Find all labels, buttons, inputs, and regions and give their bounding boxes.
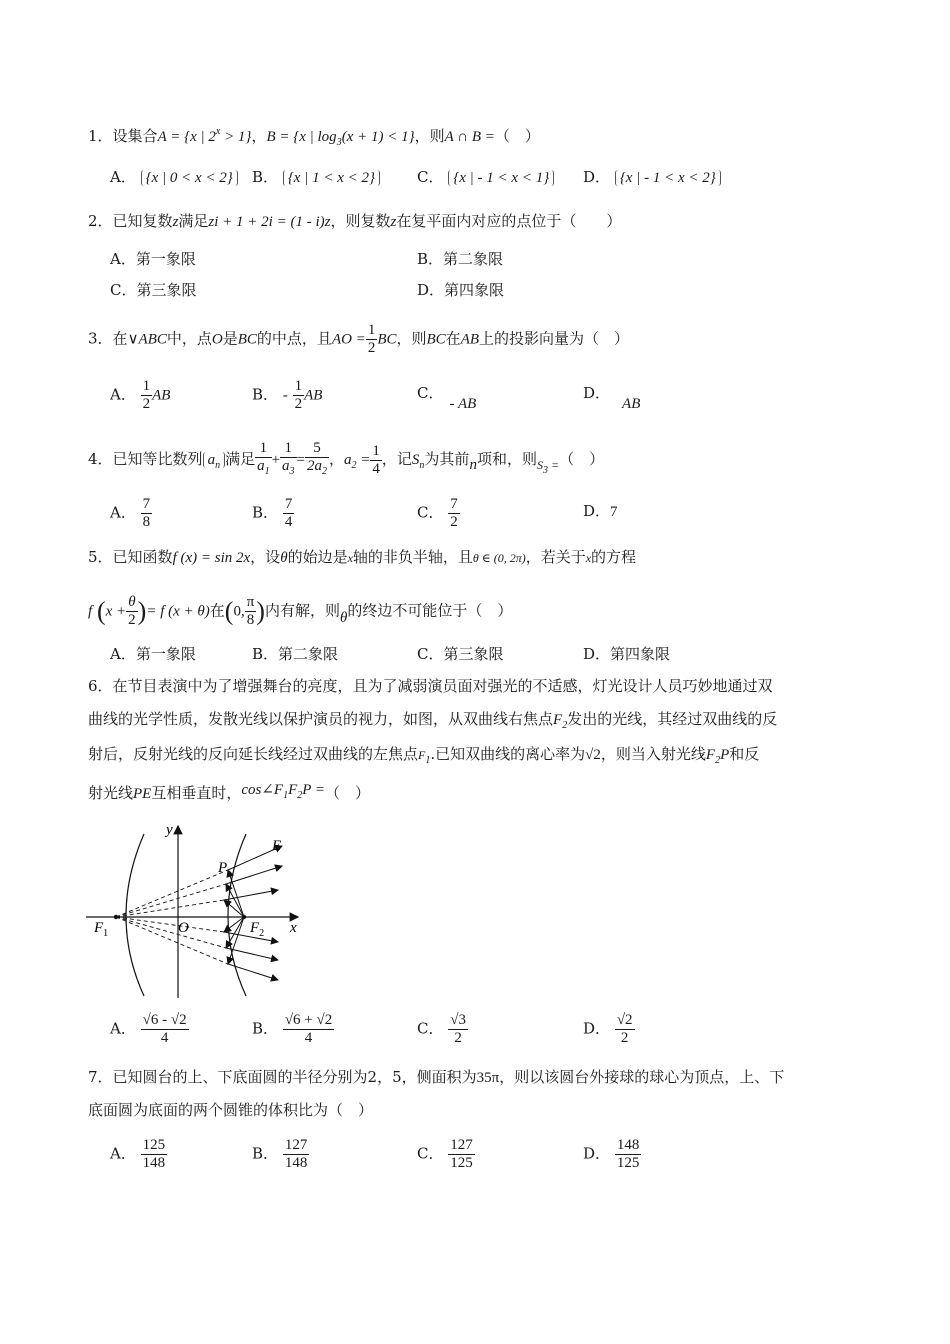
option-label: C． bbox=[417, 384, 444, 402]
label-f2 bbox=[249, 920, 264, 939]
question-number: 5． bbox=[88, 548, 113, 566]
question-number: 6． bbox=[88, 677, 113, 695]
log-base: 3 bbox=[336, 137, 342, 148]
q4-text: 已知等比数列 bbox=[112, 450, 203, 468]
label-f1-letter: F bbox=[94, 920, 104, 936]
sub-1: 1 bbox=[283, 790, 289, 801]
question-1-stem bbox=[88, 121, 540, 154]
option-text: 第一象限 bbox=[135, 645, 196, 663]
cos-p: P = bbox=[302, 782, 326, 798]
option-label: B． bbox=[252, 385, 279, 404]
equation: zi + 1 + 2i = (1 - i)z bbox=[208, 214, 331, 230]
vector-ao: AO = bbox=[331, 331, 366, 348]
option-text: {x | 0 < x < 2} bbox=[141, 170, 238, 186]
option-label: D． bbox=[583, 502, 611, 520]
numerator: √3 bbox=[450, 1012, 466, 1028]
label-o: O bbox=[178, 920, 189, 936]
var-x: x bbox=[585, 551, 592, 565]
denominator bbox=[305, 458, 329, 480]
q1-sep: ， bbox=[251, 127, 267, 145]
option-label: C． bbox=[417, 168, 444, 186]
denominator: 8 bbox=[246, 612, 255, 628]
sn-sub: n bbox=[419, 460, 425, 471]
question-6-line-4 bbox=[88, 782, 370, 811]
q5-text: 轴的非负半轴，且 bbox=[352, 548, 473, 566]
option-text: 7 bbox=[610, 504, 618, 520]
numerator: 127 bbox=[450, 1137, 473, 1153]
s3-sub: 3 bbox=[542, 465, 548, 476]
q6-text: 射光线 bbox=[88, 784, 134, 802]
frac-1-a3 bbox=[280, 440, 297, 480]
q6-option-a[interactable] bbox=[110, 1012, 189, 1047]
reflected-rays bbox=[224, 846, 282, 980]
q5-text: 已知函数 bbox=[112, 548, 173, 566]
answer-blank: （ ） bbox=[325, 784, 371, 802]
question-5-stem bbox=[88, 546, 636, 569]
numerator: 127 bbox=[284, 1137, 308, 1153]
a2-sub: 2 bbox=[351, 460, 357, 471]
q6-text: 发出的光线，其经过双曲线的反 bbox=[567, 710, 778, 728]
option-text: {x | - 1 < x < 2} bbox=[615, 170, 721, 186]
label-f1-sub: 1 bbox=[103, 928, 109, 939]
denominator: 2 bbox=[450, 514, 458, 530]
den-sub: 1 bbox=[264, 466, 270, 477]
option-text: 第二象限 bbox=[443, 250, 504, 268]
den-var: a bbox=[282, 458, 290, 474]
option-label: D． bbox=[583, 168, 611, 186]
option-label: D． bbox=[583, 1144, 611, 1163]
q5-option-d[interactable] bbox=[583, 643, 670, 665]
q4-text: 满足 bbox=[225, 450, 256, 468]
denominator: 8 bbox=[142, 514, 151, 530]
q5-text: ，若关于 bbox=[525, 548, 586, 566]
q1-option-d[interactable] bbox=[583, 166, 721, 189]
denominator: 4 bbox=[160, 1030, 169, 1046]
frac-1-4 bbox=[370, 443, 382, 478]
label-e: E bbox=[272, 838, 282, 854]
rhs: = f (x + θ) bbox=[146, 603, 210, 620]
var-x: x bbox=[347, 551, 353, 565]
q6-option-b[interactable] bbox=[252, 1012, 334, 1047]
q6-option-c[interactable] bbox=[417, 1012, 468, 1047]
numerator: 1 bbox=[280, 440, 297, 458]
answer-blank: （ ） bbox=[494, 127, 540, 145]
q3-text: 的中点，且 bbox=[256, 329, 332, 348]
vector-ab: AB bbox=[304, 387, 323, 404]
denominator: 125 bbox=[616, 1155, 640, 1171]
q5-text: 的终边不可能位于（ ） bbox=[347, 601, 513, 620]
option-label: C． bbox=[417, 1144, 444, 1163]
vector-ab: AB bbox=[460, 331, 480, 348]
q2-text: ，则复数 bbox=[330, 212, 391, 230]
q1-option-b[interactable] bbox=[252, 166, 380, 189]
q5-text: ，设 bbox=[250, 548, 281, 566]
sqrt-2: √2 bbox=[585, 747, 601, 763]
q7-option-b[interactable] bbox=[252, 1137, 309, 1172]
q4-text: ，记 bbox=[381, 450, 412, 468]
option-text: 第三象限 bbox=[443, 645, 504, 663]
cos-f: F bbox=[288, 782, 298, 798]
q6-option-d[interactable] bbox=[583, 1012, 635, 1047]
numerator: 1 bbox=[367, 322, 376, 338]
q3-text: 是 bbox=[222, 329, 238, 348]
question-number: 4． bbox=[88, 450, 113, 468]
f2-sub: 2 bbox=[715, 755, 721, 766]
option-fraction bbox=[448, 496, 460, 531]
focus-f1: F bbox=[418, 748, 426, 762]
question-7-line-1 bbox=[88, 1066, 784, 1089]
denominator: 2 bbox=[294, 396, 303, 412]
cos-angle: cos∠F bbox=[241, 782, 284, 798]
option-fraction bbox=[293, 378, 305, 413]
equals: = bbox=[550, 458, 560, 472]
q7-option-c[interactable] bbox=[417, 1137, 475, 1172]
label-f2-letter: F bbox=[250, 920, 260, 936]
option-label: A． bbox=[110, 645, 136, 663]
denominator: 2 bbox=[142, 396, 151, 412]
vector-bc: BC bbox=[426, 331, 446, 348]
x-plus: x + bbox=[105, 603, 127, 620]
numerator: 5 bbox=[305, 440, 329, 458]
option-fraction bbox=[283, 1137, 310, 1172]
q1-option-a[interactable] bbox=[110, 166, 238, 189]
denominator: 2 bbox=[367, 340, 376, 356]
set-a bbox=[157, 126, 252, 145]
numerator: √6 + √2 bbox=[284, 1012, 333, 1028]
denominator: 2 bbox=[620, 1030, 629, 1046]
numerator: 1 bbox=[372, 442, 380, 459]
q5-text: 的始边是 bbox=[287, 548, 348, 566]
var-z: z bbox=[172, 214, 179, 230]
vector-ab: AB bbox=[152, 387, 171, 404]
answer-blank: （ ） bbox=[559, 450, 605, 468]
theta: θ bbox=[339, 609, 348, 626]
option-fraction bbox=[141, 496, 153, 531]
set-a-tail: > 1} bbox=[220, 129, 252, 145]
q1-text: 设集合 bbox=[112, 127, 158, 145]
denominator: 4 bbox=[304, 1030, 313, 1046]
option-label: D． bbox=[583, 384, 611, 402]
numerator: 7 bbox=[142, 496, 151, 512]
q3-option-b[interactable] bbox=[252, 378, 322, 413]
q5-option-a[interactable] bbox=[110, 643, 196, 665]
denominator: 4 bbox=[372, 460, 380, 477]
minus-sign: - bbox=[282, 387, 288, 404]
q4-option-a[interactable] bbox=[110, 496, 152, 531]
numerator: 7 bbox=[450, 496, 458, 512]
q7-text: 已知圆台的上、下底面圆的半径分别为2，5，侧面积为 bbox=[112, 1068, 477, 1086]
question-6-line-2 bbox=[88, 708, 777, 737]
label-p: P bbox=[218, 860, 228, 876]
set-b bbox=[266, 129, 415, 148]
q6-text: .已知双曲线的离心率为 bbox=[430, 745, 586, 763]
option-text: 第二象限 bbox=[278, 645, 339, 663]
option-fraction bbox=[283, 496, 295, 531]
numerator: π bbox=[246, 594, 255, 610]
q5-text: 的方程 bbox=[591, 548, 637, 566]
q3-text: 中，点 bbox=[166, 329, 212, 348]
q2-text: 满足 bbox=[178, 212, 209, 230]
numerator: 7 bbox=[284, 496, 293, 512]
point-o: O bbox=[211, 331, 223, 348]
sn-var: S bbox=[411, 452, 420, 468]
option-label: A． bbox=[110, 503, 136, 522]
focus-f2: F bbox=[553, 712, 563, 728]
option-label: C． bbox=[417, 1019, 444, 1038]
den-var: a bbox=[257, 458, 265, 474]
a2-var: a bbox=[344, 452, 352, 468]
option-text: 第四象限 bbox=[444, 281, 505, 299]
q5-text: 在 bbox=[209, 601, 225, 620]
denominator bbox=[255, 458, 272, 480]
option-label: D． bbox=[417, 281, 445, 299]
q7-option-d[interactable] bbox=[583, 1137, 641, 1172]
q2-text: 在复平面内对应的点位于（ ） bbox=[396, 212, 622, 230]
option-fraction bbox=[141, 378, 153, 413]
q3-text: 在 bbox=[112, 329, 128, 348]
option-label: B． bbox=[252, 645, 279, 663]
option-text: 第一象限 bbox=[135, 250, 196, 268]
intersection-expr: A ∩ B = bbox=[444, 129, 495, 145]
q2-option-d[interactable] bbox=[417, 279, 504, 301]
q3-option-d[interactable] bbox=[583, 382, 641, 412]
option-fraction bbox=[448, 1012, 468, 1047]
q3-text: 上的投影向量为（ ） bbox=[479, 329, 630, 348]
focus-f1-dot bbox=[114, 915, 118, 919]
q7-text: ，则以该圆台外接球的球心为顶点，上、下 bbox=[499, 1068, 785, 1086]
question-6-line-3 bbox=[88, 743, 759, 772]
q6-text: 射后，反射光线的反向延长线经过双曲线的左焦点 bbox=[88, 745, 419, 763]
option-label: A． bbox=[110, 1144, 136, 1163]
option-fraction bbox=[615, 1137, 642, 1172]
q1-option-c[interactable] bbox=[417, 166, 554, 189]
func-f: f bbox=[88, 603, 93, 620]
option-fraction bbox=[283, 1012, 334, 1047]
option-text: - AB bbox=[449, 396, 477, 412]
denominator: 2 bbox=[454, 1030, 462, 1046]
fraction-half bbox=[366, 322, 378, 357]
q3-option-c[interactable] bbox=[417, 382, 477, 412]
label-x: x bbox=[290, 920, 297, 936]
option-label: B． bbox=[252, 1019, 279, 1038]
q1-text-b: ，则 bbox=[414, 127, 445, 145]
option-label: C． bbox=[417, 503, 444, 522]
den-sub: 2 bbox=[322, 466, 328, 477]
q4-option-b[interactable] bbox=[252, 496, 294, 531]
option-text: 第四象限 bbox=[610, 645, 671, 663]
option-fraction bbox=[141, 1012, 189, 1047]
seq-a: a bbox=[207, 452, 216, 468]
hyperbola-left-branch bbox=[126, 834, 144, 996]
segment-bc: BC bbox=[377, 331, 397, 348]
question-2-stem bbox=[88, 210, 621, 233]
q3-text: ，则 bbox=[396, 329, 427, 348]
q6-text: ，则当入射光线 bbox=[600, 745, 706, 763]
option-text: {x | 1 < x < 2} bbox=[283, 170, 380, 186]
set-b-text: B = {x | log bbox=[266, 129, 337, 145]
denominator bbox=[280, 458, 297, 480]
q4-text: 项和，则 bbox=[476, 450, 537, 468]
q6-text: 和反 bbox=[729, 745, 760, 763]
question-4-stem bbox=[88, 440, 604, 480]
denominator: 148 bbox=[284, 1155, 308, 1171]
s3-var: S bbox=[536, 458, 543, 472]
question-7-line-2 bbox=[88, 1099, 373, 1121]
option-text: AB bbox=[622, 396, 641, 412]
numerator: 125 bbox=[142, 1137, 166, 1153]
ray-pe: PE bbox=[133, 786, 152, 802]
numerator: 1 bbox=[294, 378, 303, 394]
q5-option-c[interactable] bbox=[417, 643, 504, 665]
q6-text: 互相垂直时， bbox=[151, 784, 242, 802]
question-number: 7． bbox=[88, 1068, 113, 1086]
q6-text: 在节目表演中为了增强舞台的亮度，且为了减弱演员面对强光的不适感，灯光设计人员巧妙地通过双 bbox=[112, 677, 773, 695]
q6-text: 曲线的光学性质，发散光线以保护演员的视力，如图，从双曲线右焦点 bbox=[88, 710, 554, 728]
label-f1 bbox=[93, 920, 108, 939]
point-p: P bbox=[720, 747, 730, 763]
q2-option-b[interactable] bbox=[417, 248, 503, 270]
q7-text: 底面圆为底面的两个圆锥的体积比为（ ） bbox=[88, 1101, 374, 1119]
question-5-equation-line: f (x + $\frac{\theta}{2}$ )= f (x + θ)在(0, $\frac{\pi}{8}$ )内有解，则θ的终边不可能位于（ ） bbox=[88, 594, 513, 628]
f2-sub: 2 bbox=[562, 720, 568, 731]
option-text: {x | - 1 < x < 1} bbox=[448, 170, 554, 186]
equals: = bbox=[296, 452, 306, 468]
frac-1-a1 bbox=[255, 440, 272, 480]
q5-text: 内有解，则 bbox=[264, 601, 340, 620]
option-label: A． bbox=[110, 385, 136, 404]
option-label: B． bbox=[252, 168, 279, 186]
label-f2-sub: 2 bbox=[259, 928, 265, 939]
var-z: z bbox=[390, 214, 397, 230]
question-number: 1． bbox=[88, 127, 113, 145]
numerator: √2 bbox=[616, 1012, 633, 1028]
q4-option-d[interactable] bbox=[583, 500, 618, 523]
q2-option-a[interactable] bbox=[110, 248, 196, 270]
q4-text: 为其前 bbox=[424, 450, 470, 468]
equals: = bbox=[360, 452, 371, 468]
denominator: 4 bbox=[284, 514, 293, 530]
q3-text: 在 bbox=[445, 329, 461, 348]
label-y: y bbox=[166, 822, 173, 838]
option-text: 第三象限 bbox=[136, 281, 197, 299]
theta: θ bbox=[280, 550, 288, 566]
denominator: 148 bbox=[142, 1155, 166, 1171]
numerator: √6 - √2 bbox=[142, 1012, 187, 1028]
option-label: C． bbox=[417, 645, 444, 663]
lateral-area: 35π bbox=[476, 1070, 500, 1086]
focus-f2-dot bbox=[242, 915, 246, 919]
numerator: 1 bbox=[255, 440, 272, 458]
option-label: B． bbox=[252, 1144, 279, 1163]
q2-text: 已知复数 bbox=[112, 212, 173, 230]
var-n: n bbox=[469, 457, 477, 473]
numerator: 148 bbox=[616, 1137, 640, 1153]
option-label: B． bbox=[252, 503, 279, 522]
q4-option-c[interactable] bbox=[417, 496, 460, 531]
segment-bc: BC bbox=[237, 331, 257, 348]
den-sub: 3 bbox=[289, 466, 295, 477]
interval-start: 0, bbox=[233, 603, 245, 620]
frac-theta-2 bbox=[126, 594, 138, 629]
set-a-text: A = {x | 2 bbox=[157, 129, 216, 145]
function-f: f (x) = sin 2x bbox=[172, 550, 251, 566]
option-label: A． bbox=[110, 168, 136, 186]
frac-5-2a2 bbox=[305, 440, 329, 480]
option-label: C． bbox=[110, 281, 137, 299]
denominator: 125 bbox=[450, 1155, 473, 1171]
option-fraction bbox=[615, 1012, 635, 1047]
seq-sub: n bbox=[215, 460, 221, 471]
question-6-line-1 bbox=[88, 675, 773, 697]
option-label: A． bbox=[110, 250, 136, 268]
hyperbola-figure bbox=[86, 820, 306, 1000]
q2-option-c[interactable] bbox=[110, 279, 197, 301]
numerator: θ bbox=[126, 594, 138, 612]
frac-pi-8 bbox=[245, 594, 257, 629]
comma: ， bbox=[329, 450, 345, 468]
question-number: 2． bbox=[88, 212, 113, 230]
q3-option-a[interactable] bbox=[110, 378, 170, 413]
sub-2: 2 bbox=[297, 790, 303, 801]
q5-option-b[interactable] bbox=[252, 643, 338, 665]
focus-f2: F bbox=[705, 747, 716, 763]
triangle-abc: ∨ABC bbox=[127, 331, 167, 348]
theta-range: θ ∈ (0, 2π) bbox=[472, 551, 526, 565]
option-label: D． bbox=[583, 645, 611, 663]
q7-option-a[interactable] bbox=[110, 1137, 167, 1172]
f1-sub: 1 bbox=[425, 755, 431, 766]
option-fraction bbox=[448, 1137, 475, 1172]
den-var: 2a bbox=[307, 458, 323, 474]
numerator: 1 bbox=[142, 378, 151, 394]
set-b-tail: (x + 1) < 1} bbox=[341, 129, 415, 145]
denominator: 2 bbox=[128, 612, 136, 628]
option-label: A． bbox=[110, 1019, 136, 1038]
option-label: D． bbox=[583, 1019, 611, 1038]
question-number: 3． bbox=[88, 329, 113, 348]
plus: + bbox=[271, 452, 281, 468]
set-a-exponent: x bbox=[215, 126, 221, 137]
sequence-an bbox=[203, 452, 226, 471]
question-3-stem bbox=[88, 322, 629, 357]
option-label: B． bbox=[417, 250, 444, 268]
option-fraction bbox=[141, 1137, 168, 1172]
